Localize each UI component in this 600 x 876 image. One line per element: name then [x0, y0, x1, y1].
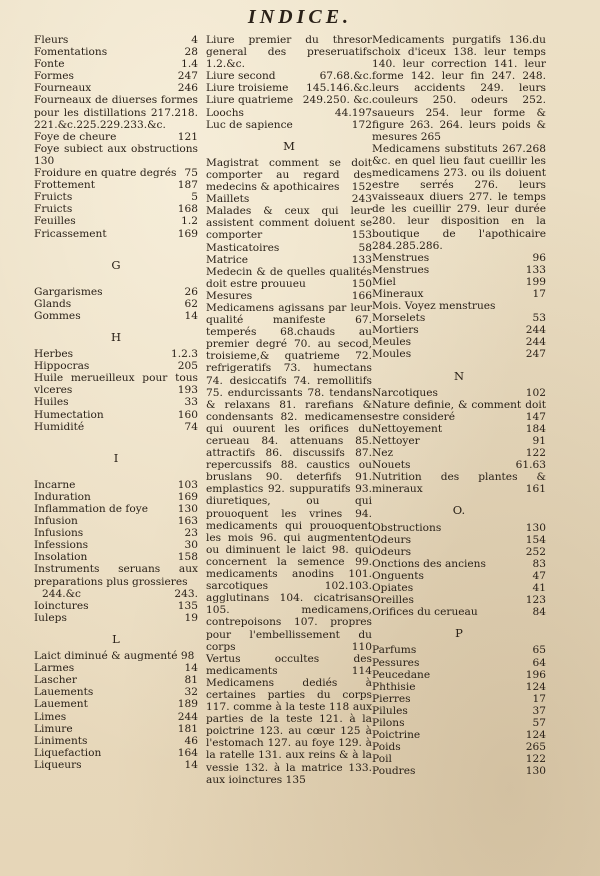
- entry-label: Morselets: [372, 312, 426, 325]
- entry-label: Infessions: [34, 539, 89, 552]
- entry-page: 130: [525, 521, 546, 534]
- entry-label: Liure second: [206, 70, 276, 83]
- entry-label: Nettoyer: [372, 435, 420, 447]
- entry-page: 30: [184, 539, 198, 552]
- index-entry: [34, 527, 198, 539]
- index-entry: [34, 539, 198, 551]
- entry-label: Formes: [34, 70, 74, 83]
- entry-page: 246: [177, 82, 198, 95]
- entry-label: Poil: [372, 753, 392, 766]
- entry-page: 19: [184, 611, 198, 624]
- entry-page: 57: [532, 716, 546, 729]
- entry-page: 145.146.&c.: [306, 82, 372, 95]
- entry-label: Ioinctures: [34, 599, 89, 612]
- index-entry: [372, 522, 546, 534]
- index-entry: [372, 765, 546, 777]
- index-entry: Medicamens dediés à certaines parties du corps 117. comme à la teste 118 aux parties de la teste 121. à la poictrine 123. au cœur 125 à l'estomach 127. au foye 129. à la ratelle 131. aux reins & à la vessie 132. à la matrice 133. aux ioinctures 135: [206, 676, 372, 786]
- entry-label: Odeurs: [372, 533, 412, 546]
- index-entry: [34, 82, 198, 94]
- entry-label: Lauement: [34, 698, 88, 711]
- entry-page: 169: [177, 227, 198, 240]
- index-entry: [372, 546, 546, 558]
- entry-page: 252: [525, 545, 546, 558]
- index-entry: [372, 276, 546, 288]
- index-entry: [372, 644, 546, 656]
- section-letter-g: G: [111, 257, 121, 272]
- entry-page: 160: [177, 408, 198, 421]
- entry-label: Gargarismes: [34, 285, 103, 298]
- index-entry: [206, 254, 372, 266]
- section-letter-o: O.: [452, 503, 466, 518]
- index-entry: [372, 447, 546, 459]
- page-title: INDICE.: [247, 6, 353, 28]
- index-entry: [372, 582, 546, 594]
- entry-page: 67.68.&c.: [319, 70, 372, 83]
- entry-label: Incarne: [34, 478, 76, 491]
- index-entry: [34, 503, 198, 515]
- entry-label: Loochs: [206, 106, 244, 119]
- entry-page: 14: [184, 309, 198, 322]
- index-entry: [372, 252, 546, 264]
- entry-page: 37: [532, 704, 546, 717]
- entry-page: 199: [525, 275, 546, 288]
- entry-label: Obstructions: [372, 521, 442, 534]
- entry-page: 124: [525, 680, 546, 693]
- index-entry: [34, 167, 198, 179]
- entry-page: 135: [177, 599, 198, 612]
- index-entry: [372, 459, 546, 471]
- index-entry: [206, 94, 372, 106]
- index-entry: [34, 735, 198, 747]
- index-entry: [34, 34, 198, 46]
- index-entry: [372, 657, 546, 669]
- entry-page: 64: [532, 656, 546, 669]
- entry-page: 28: [184, 46, 198, 59]
- entry-label: Insolation: [34, 551, 88, 564]
- entry-page: 32: [184, 686, 198, 699]
- entry-label: Opiates: [372, 582, 414, 595]
- section-letter-i: I: [113, 450, 119, 465]
- entry-label: Induration: [34, 490, 91, 503]
- entry-label: Odeurs: [372, 545, 412, 558]
- entry-page: 187: [177, 179, 198, 192]
- entry-page: 130: [177, 503, 198, 515]
- entry-page: 181: [177, 722, 198, 735]
- index-entry: [34, 228, 198, 240]
- entry-label: Limure: [34, 722, 73, 735]
- entry-label: Humidité: [34, 420, 85, 433]
- index-entry: [34, 298, 198, 310]
- index-entry: [34, 515, 198, 527]
- index-entry: Fourneaux de diuerses formes pour les distillations 217.218. 221.&c.225.229.233.&c.: [34, 94, 198, 131]
- entry-label: Infusion: [34, 515, 78, 528]
- index-entry: Narcotiques 102: [372, 386, 546, 399]
- index-entry: Medicamens agissans par leur qualité manifeste 67. temperés 68.chauds au premier degré 70. au secod, troisieme,& quatrieme 72. refrigeratifs 73. humectans 74. desiccatifs 74. remollitifs 75. endurcissants 78. tendans & relaxans 81. rarefians & condensants 82. medicamens qui ouurent les orifices du cerueau 84. attenuans 85. attractifs 86. discussifs 87. repercussifs 88. caustics ou bruslans 90. deterfifs 91. emplastics 92. suppuratifs 93. diuretiques, ou qui prouoquent les vrines 94. medicaments qui prouoquent les mois 96. qui augmentent ou diminuent le laict 98. qui concernent la semence 99. medicaments anodins 101. sarcotiques 102.103. agglutinans 104. cicatrisans 105. medicamens, contrepoisons 107. propres pour l'embellissement du corps 110: [206, 301, 372, 653]
- entry-label: Inflammation de foye: [34, 503, 148, 515]
- entry-page: 249.250. &c.: [302, 94, 372, 107]
- entry-label: Onctions des anciens: [372, 557, 486, 570]
- entry-label: Poudres: [372, 765, 416, 778]
- entry-page: 17: [532, 692, 546, 705]
- index-entry: [34, 686, 198, 698]
- index-entry: [34, 409, 198, 421]
- index-entry: [206, 242, 372, 254]
- entry-page: 247: [177, 70, 198, 83]
- index-entry: Foye subiect aux obstructions 130: [34, 142, 198, 167]
- index-entry: Liure premier du thresor general des preseruatifs 1.2.&c.: [206, 34, 372, 71]
- entry-page: 247: [525, 348, 546, 361]
- entry-label: Fruicts: [34, 191, 73, 204]
- index-entry: [372, 423, 546, 435]
- index-entry: [206, 107, 372, 119]
- index-entry: [372, 534, 546, 546]
- index-entry: [34, 759, 198, 771]
- index-entry: [34, 310, 198, 322]
- entry-label: Hippocras: [34, 360, 90, 373]
- entry-page: 158: [177, 551, 198, 564]
- entry-label: Froidure en quatre degrés: [34, 167, 177, 180]
- index-entry: Maillets 243: [206, 193, 372, 206]
- entry-page: 5: [191, 191, 198, 204]
- entry-label: Fricassement: [34, 227, 107, 240]
- index-entry: [34, 58, 198, 70]
- entry-page: 14: [184, 758, 198, 771]
- entry-page: 91: [532, 435, 546, 447]
- entry-label: Feuilles: [34, 215, 76, 228]
- section-letter-p: P: [455, 626, 463, 641]
- index-entry: [34, 131, 198, 143]
- index-entry: [372, 705, 546, 717]
- entry-label: Liniments: [34, 734, 88, 747]
- index-entry: [372, 606, 546, 618]
- section-letter-m: M: [283, 138, 295, 153]
- index-entry: [372, 729, 546, 741]
- index-entry: [34, 674, 198, 686]
- entry-page: 17: [532, 287, 546, 300]
- index-entry: Instruments seruans aux preparations plus grossieres 243.: [34, 563, 198, 600]
- entry-label: Infusions: [34, 527, 84, 540]
- index-entry: [372, 558, 546, 570]
- entry-label: Parfums: [372, 644, 417, 657]
- entry-page: 81: [184, 674, 198, 687]
- index-entry: [34, 348, 198, 360]
- entry-page: 172: [351, 118, 372, 131]
- entry-page: 168: [177, 203, 198, 216]
- entry-page: 122: [525, 447, 546, 460]
- entry-page: 196: [525, 668, 546, 681]
- entry-label: Pilons: [372, 716, 405, 729]
- entry-label: Herbes: [34, 348, 74, 361]
- index-entry: [34, 191, 198, 203]
- index-entry: Mesures 166: [206, 289, 372, 302]
- index-entry: [372, 348, 546, 360]
- entry-label: Poictrine: [372, 729, 421, 742]
- index-entry: [372, 669, 546, 681]
- entry-label: Nez: [372, 447, 394, 460]
- entry-label: Lascher: [34, 674, 77, 687]
- entry-label: Fourneaux: [34, 82, 92, 95]
- entry-page: 44.197: [334, 106, 372, 119]
- index-entry: Mois. Voyez menstrues: [372, 300, 496, 313]
- index-entry: [34, 360, 198, 372]
- index-entry: [34, 612, 198, 624]
- index-entry: Medecin & de quelles qualités doit estre prouueu 150: [206, 265, 372, 290]
- index-entry: Huile merueilleux pour tous vlceres 193: [34, 372, 198, 397]
- entry-page: 62: [184, 297, 198, 310]
- entry-label: Miel: [372, 275, 396, 288]
- entry-label: Peucedane: [372, 668, 431, 681]
- entry-page: 47: [532, 569, 546, 582]
- index-entry: Nutrition des plantes & mineraux 161: [372, 471, 546, 496]
- index-entry: [34, 711, 198, 723]
- index-entry: [34, 203, 198, 215]
- entry-label: Liquefaction: [34, 746, 102, 759]
- index-entry: [206, 70, 372, 82]
- entry-label: Pilules: [372, 704, 408, 717]
- entry-page: 61.63: [515, 459, 546, 472]
- entry-page: 74: [184, 420, 198, 433]
- index-entry: [34, 723, 198, 735]
- entry-page: 41: [532, 582, 546, 595]
- entry-label: Pierres: [372, 692, 411, 705]
- entry-page: 244: [525, 336, 546, 349]
- index-entry: [372, 288, 546, 300]
- entry-page: 65: [532, 644, 546, 657]
- entry-page: 123: [525, 594, 546, 607]
- index-entry: [372, 681, 546, 693]
- index-entry: [34, 662, 198, 674]
- index-entry-cont: 244.&c: [42, 587, 81, 600]
- index-entry: Medicamens substituts 267.268 &c. en quel lieu faut cueillir les medicamens 273. ou ils doiuent estre serrés 276. leurs vaisseaux diuers 277. le temps de les cueillir 279. leur durée 280. leur disposition en la boutique de l'apothicaire 284.285.286.: [372, 142, 546, 252]
- index-entry: [34, 179, 198, 191]
- index-entry: [34, 747, 198, 759]
- entry-label: Limes: [34, 710, 67, 723]
- entry-label: Fruicts: [34, 203, 73, 216]
- index-entry: [34, 286, 198, 298]
- index-entry: [34, 491, 198, 503]
- entry-label: Iuleps: [34, 611, 67, 624]
- entry-page: 130: [525, 765, 546, 778]
- entry-label: Meules: [372, 336, 412, 349]
- index-column-1: [34, 34, 198, 771]
- index-entry: [372, 753, 546, 765]
- entry-label: Fonte: [34, 58, 65, 71]
- index-entry: [34, 46, 198, 58]
- entry-label: Onguents: [372, 569, 424, 582]
- entry-label: Humectation: [34, 408, 104, 421]
- entry-label: Moules: [372, 348, 412, 361]
- index-entry: [34, 396, 198, 408]
- entry-label: Mortiers: [372, 324, 419, 337]
- entry-label: Lauements: [34, 686, 94, 699]
- entry-page: 58: [358, 241, 372, 254]
- index-entry: [34, 479, 198, 491]
- index-entry: [372, 717, 546, 729]
- entry-label: Foye de cheure: [34, 130, 117, 143]
- entry-page: 75: [184, 167, 198, 180]
- entry-page: 46: [184, 734, 198, 747]
- entry-label: Phthisie: [372, 680, 416, 693]
- entry-label: Huiles: [34, 396, 69, 409]
- entry-page: 53: [532, 312, 546, 325]
- entry-label: Matrice: [206, 253, 249, 266]
- entry-page: 244: [525, 324, 546, 337]
- entry-label: Fleurs: [34, 34, 69, 46]
- entry-page: 122: [525, 753, 546, 766]
- index-entry: [372, 336, 546, 348]
- section-letter-l: L: [112, 631, 120, 646]
- index-entry: [34, 600, 198, 612]
- entry-page: 121: [177, 130, 198, 143]
- entry-page: 189: [177, 698, 198, 711]
- entry-label: Liqueurs: [34, 758, 82, 771]
- index-entry: [34, 551, 198, 563]
- index-column-3: [372, 34, 546, 777]
- entry-label: Liure quatrieme: [206, 94, 294, 107]
- index-entry: Malades & ceux qui leur assistent comment doiuent se comporter 153: [206, 205, 372, 242]
- entry-page: 33: [184, 396, 198, 409]
- entry-page: 169: [177, 490, 198, 503]
- entry-label: Gommes: [34, 309, 81, 322]
- entry-label: Nouets: [372, 459, 411, 472]
- index-entry: [372, 741, 546, 753]
- entry-page: 205: [177, 360, 198, 373]
- entry-label: Nettoyement: [372, 422, 443, 435]
- entry-label: Glands: [34, 297, 72, 310]
- entry-label: Frottement: [34, 179, 95, 192]
- entry-page: 1.2: [181, 215, 198, 228]
- entry-page: 1.2.3: [171, 348, 198, 361]
- index-entry: [372, 324, 546, 336]
- entry-page: 96: [532, 251, 546, 264]
- index-column-2: [206, 34, 372, 786]
- index-entry: [34, 70, 198, 82]
- index-entry: [206, 119, 372, 131]
- entry-page: 265: [525, 741, 546, 754]
- index-entry: [34, 698, 198, 710]
- entry-page: 133: [525, 263, 546, 276]
- entry-page: 84: [532, 606, 546, 619]
- entry-page: 23: [184, 527, 198, 540]
- entry-page: 163: [177, 515, 198, 528]
- entry-label: Orifices du cerueau: [372, 606, 478, 619]
- entry-page: 103: [177, 478, 198, 491]
- section-letter-n: N: [453, 368, 465, 383]
- entry-label: Poids: [372, 741, 401, 754]
- entry-label: Menstrues: [372, 263, 430, 276]
- entry-label: Mineraux: [372, 287, 424, 300]
- index-entry: [372, 435, 546, 447]
- entry-page: 124: [525, 729, 546, 742]
- entry-label: Larmes: [34, 662, 75, 675]
- entry-page: 133: [351, 253, 372, 266]
- index-entry: [34, 421, 198, 433]
- entry-label: Liure troisieme: [206, 82, 289, 95]
- entry-page: 4: [191, 34, 198, 46]
- entry-page: 26: [184, 285, 198, 298]
- index-entry: Vertus occultes des medicaments 114: [206, 652, 372, 677]
- section-letter-h: H: [110, 329, 122, 344]
- index-entry: [372, 570, 546, 582]
- index-entry: Laict diminué & augmenté 98: [34, 650, 195, 663]
- entry-page: 244: [177, 710, 198, 723]
- index-entry: Nature definie, & comment doit estre consideré 147: [372, 398, 546, 423]
- entry-label: Masticatoires: [206, 241, 280, 254]
- index-entry: [206, 82, 372, 94]
- index-entry: [372, 264, 546, 276]
- index-entry: [372, 312, 546, 324]
- index-entry: Medicaments purgatifs 136.du choix d'iceux 138. leur temps 140. leur correction 141. leur forme 142. leur fin 247. 248. leurs accidents 249. leurs couleurs 250. odeurs 252. saueurs 254. leur forme & figure 263. 264. leurs poids & mesures 265: [372, 34, 546, 143]
- entry-label: Menstrues: [372, 251, 430, 264]
- entry-page: 154: [525, 533, 546, 546]
- entry-label: Oreilles: [372, 594, 414, 607]
- entry-page: 83: [532, 557, 546, 570]
- entry-label: Fomentations: [34, 46, 108, 59]
- entry-label: Pessures: [372, 656, 420, 669]
- index-entry: Magistrat comment se doit comporter au regard des medecins & apothicaires 152: [206, 156, 372, 194]
- index-entry: [372, 693, 546, 705]
- index-entry: [34, 215, 198, 227]
- index-entry: [372, 594, 546, 606]
- entry-page: 164: [177, 746, 198, 759]
- entry-label: Luc de sapience: [206, 118, 293, 131]
- entry-page: 14: [184, 662, 198, 675]
- entry-page: 1.4: [181, 58, 198, 71]
- entry-page: 184: [525, 422, 546, 435]
